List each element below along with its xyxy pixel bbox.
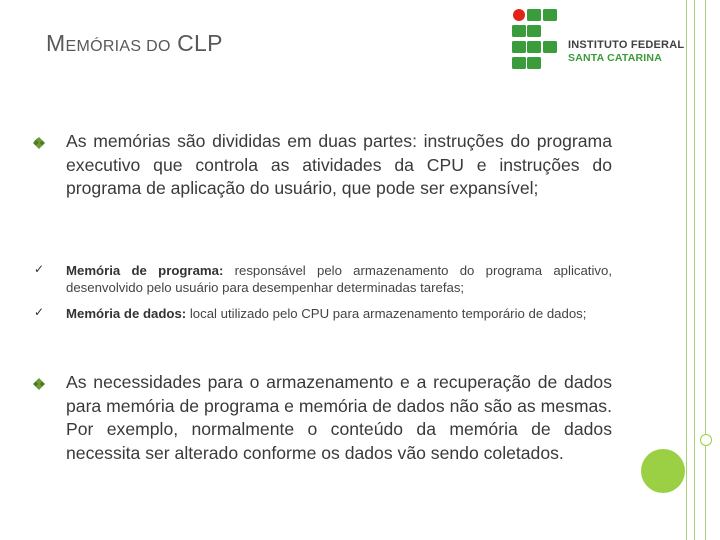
- institution-name-line2: SANTA CATARINA: [568, 52, 662, 64]
- slide-title-initial: M: [46, 30, 66, 56]
- list-item-text: As memórias são divididas em duas partes: instruções do programa executivo que controla as atividades da CPU e instruções do programa de aplicação do usuário, que pode ser expansível;: [66, 131, 612, 199]
- list-item: [32, 262, 612, 302]
- slide-title-rest: EMÓRIAS DO: [65, 38, 171, 55]
- institution-logo: [510, 8, 690, 70]
- list-item-bold-label: Memória de dados:: [66, 306, 187, 321]
- list-item: [32, 130, 612, 230]
- list-item-text: [66, 262, 612, 297]
- list-item-text: [66, 305, 612, 322]
- decorative-vertical-line: [694, 0, 695, 540]
- list-item-bold-label: Memória de programa:: [66, 263, 224, 278]
- list-item: [32, 371, 612, 495]
- decorative-circle-large: [641, 449, 685, 493]
- slide-title: [46, 30, 223, 57]
- list-item-text: As necessidades para o armazenamento e a recuperação de dados para memória de programa e memória de dados não são as mesmas. Por exemplo, normalmente o conteúdo da memória de dados necessita ser alterado conforme os dados vão sendo coletados.: [66, 372, 612, 463]
- list-item-description: local utilizado pelo CPU para armazenamento temporário de dados;: [186, 306, 587, 321]
- diamond-bullet-icon: [32, 136, 46, 154]
- slide-title-clp: CLP: [177, 30, 223, 56]
- ifsc-logo-icon: [510, 8, 562, 70]
- check-bullet-icon: ✓: [33, 262, 45, 276]
- decorative-vertical-line: [686, 0, 687, 540]
- diamond-bullet-icon: [32, 377, 46, 395]
- decorative-circle-small: [700, 434, 712, 446]
- check-bullet-icon: ✓: [33, 305, 45, 319]
- list-item-description: responsável pelo armazenamento do programa aplicativo, desenvolvido pelo usuário para desempenhar determinadas tarefas;: [66, 263, 612, 296]
- institution-name-line1: INSTITUTO FEDERAL: [568, 39, 685, 51]
- decorative-vertical-line: [705, 0, 706, 540]
- institution-name: [568, 39, 684, 64]
- list-item: [32, 305, 612, 345]
